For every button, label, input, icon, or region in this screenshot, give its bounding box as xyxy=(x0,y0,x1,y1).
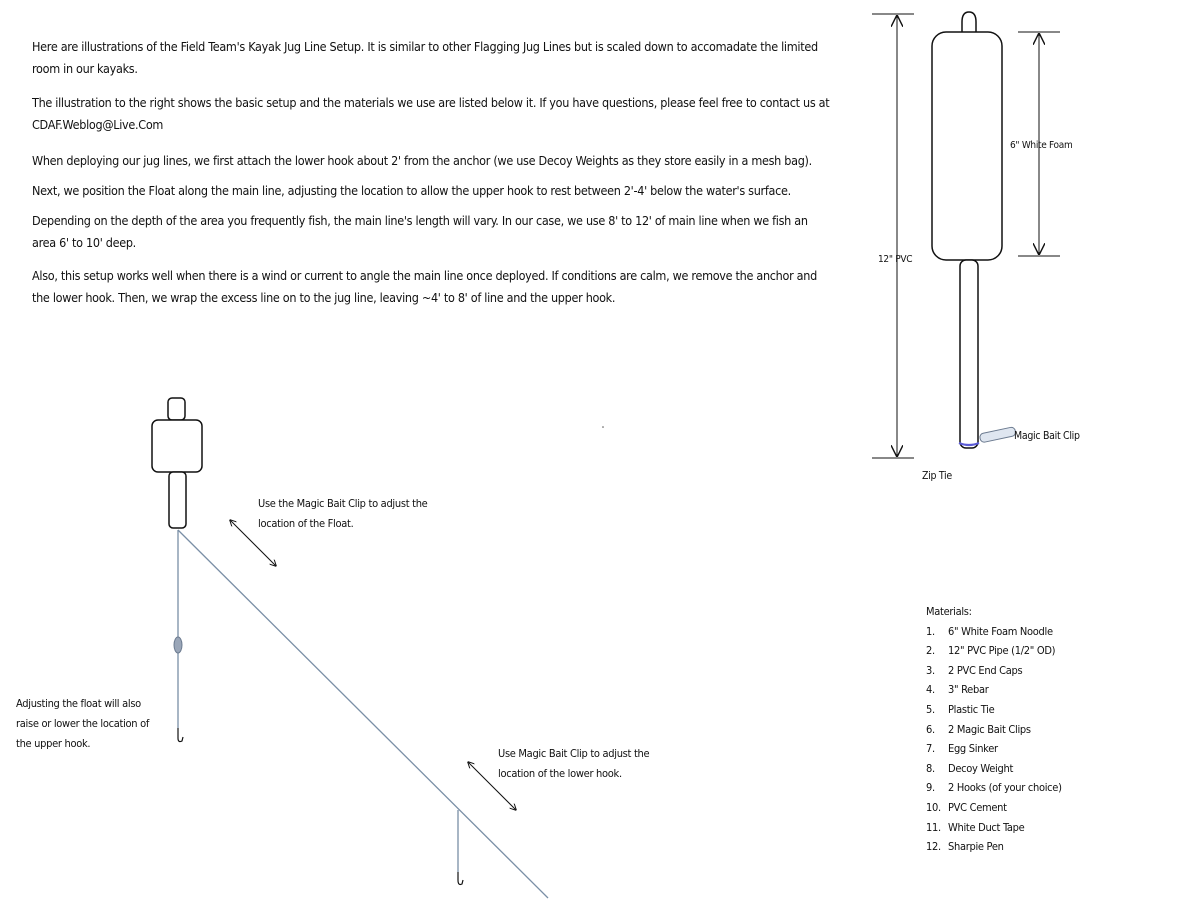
list-item: 8. Decoy Weight xyxy=(926,761,1014,775)
lower-hook xyxy=(458,872,463,885)
list-item: 1. 6" White Foam Noodle xyxy=(926,624,1053,638)
materials-list xyxy=(926,602,1062,857)
jug-assembly xyxy=(932,12,1016,448)
white-foam-label: 6" White Foam xyxy=(1010,140,1073,151)
lower-clip-note: Use Magic Bait Clip to adjust the location of the lower hook. xyxy=(498,747,650,780)
float-top-cap xyxy=(168,398,185,420)
float-clip-note: Use the Magic Bait Clip to adjust the location of the Float. xyxy=(258,497,428,530)
list-item: 7. Egg Sinker xyxy=(926,742,998,756)
float-assembly xyxy=(152,398,202,528)
intro-paragraph-2: The illustration to the right shows the basic setup and the materials we use are listed below it. If you have questions, please feel free to contact us at CDAF.Weblog@Live.Com xyxy=(32,95,830,132)
upper-hook xyxy=(178,728,183,742)
magic-bait-clip-label: Magic Bait Clip xyxy=(1014,430,1080,442)
float-pvc-stem xyxy=(169,472,186,528)
main-line xyxy=(178,530,548,898)
intro-paragraph-5: Depending on the depth of the area you frequently fish, the main line's length will vary. In our case, we use 8' to 12' of main line when we fish an area 6' to 10' deep. xyxy=(32,213,808,250)
list-item: 5. Plastic Tie xyxy=(926,702,995,716)
list-item: 12. Sharpie Pen xyxy=(926,840,1004,854)
list-item: 10. PVC Cement xyxy=(926,800,1007,814)
list-item: 9. 2 Hooks (of your choice) xyxy=(926,781,1062,795)
list-item: 4. 3" Rebar xyxy=(926,683,989,697)
intro-paragraph-4: Next, we position the Float along the main line, adjusting the location to allow the upper hook to rest between 2'-4' below the water's surface. xyxy=(32,183,791,198)
float-adjust-note: Adjusting the float will also raise or lower the location of the upper hook. xyxy=(16,697,150,750)
intro-paragraph-3: When deploying our jug lines, we first attach the lower hook about 2' from the anchor (we use Decoy Weights as they store easily in a mesh bag). xyxy=(32,153,812,168)
pvc-length-label: 12" PVC xyxy=(878,254,913,265)
intro-paragraph-1: Here are illustrations of the Field Team's Kayak Jug Line Setup. It is similar to other Flagging Jug Lines but is scaled down to accomadate the limited room in our kayaks. xyxy=(32,39,818,76)
float-foam-body xyxy=(152,420,202,472)
list-item: 6. 2 Magic Bait Clips xyxy=(926,722,1031,736)
materials-heading: Materials: xyxy=(926,605,972,618)
list-item: 11. White Duct Tape xyxy=(926,820,1025,834)
jug-pvc-pipe xyxy=(960,260,978,448)
list-item: 2. 12" PVC Pipe (1/2" OD) xyxy=(926,644,1056,658)
jug-foam-noodle xyxy=(932,32,1002,260)
list-item: 3. 2 PVC End Caps xyxy=(926,663,1023,677)
intro-paragraph-6: Also, this setup works well when there is a wind or current to angle the main line once deployed. If conditions are calm, we remove the anchor and the lower hook. Then, we wrap the excess line on to the jug line, leaving ~4' to 8' of line and the upper hook. xyxy=(32,268,817,305)
magic-bait-clip xyxy=(979,427,1016,443)
egg-sinker xyxy=(174,637,182,653)
zip-tie-label: Zip Tie xyxy=(922,470,952,482)
